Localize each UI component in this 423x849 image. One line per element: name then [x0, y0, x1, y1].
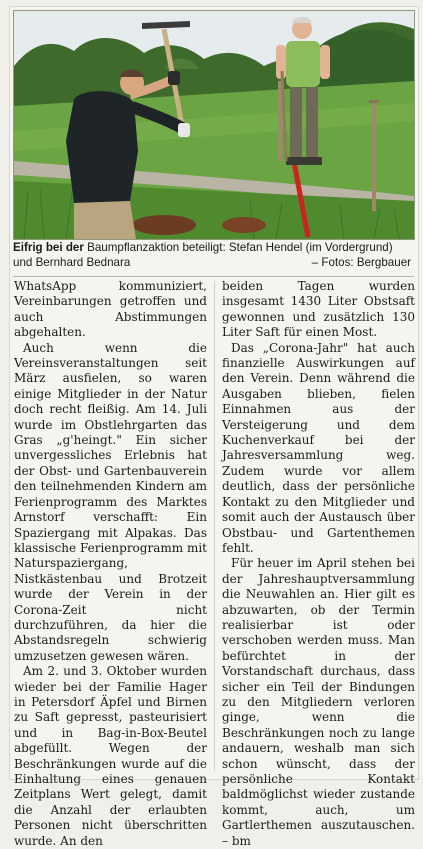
article-paragraph: Am 2. und 3. Oktober wurden wieder bei der Familie Hager in Petersdorf Äpfel und Birnen zu Saft gepresst, pasteurisiert und in Bag-in-Box-Beutel abgefüllt. Wegen der Beschränkungen wurde auf die Einhaltung eines genauen Zeitplans Wert gelegt, damit die Anzahl der erlaubten Personen nicht überschritten wurde. An den	[14, 664, 207, 848]
photo-caption	[13, 241, 411, 271]
article-paragraph: Auch wenn die Vereinsveranstaltungen seit März ausfielen, so waren einige Mitglieder in der Natur doch recht fleißig. Am 14. Juli wurde im Obstlehrgarten das Gras „g'heingt." Ein sicher unvergessliches Erlebnis hat der Obst- und Gartenbauverein den teilnehmenden Kindern am Ferienprogramm des Marktes Arnstorf verschafft: Ein Spaziergang mit Alpakas. Das klassische Ferienprogramm mit Naturspaziergang, Nistkästenbau und Brotzeit wurde der Verein in der Corona-Zeit nicht durchzuführen, da hier die Abstandsregeln schwierig umzusetzen gewesen wären.	[14, 340, 207, 663]
article-paragraph: beiden Tagen wurden insgesamt 1430 Liter Obstsaft gewonnen und zusätzlich 130 Liter Saft für einen Most.	[222, 279, 415, 340]
article-column-left	[14, 279, 207, 849]
column-gutter	[214, 281, 215, 771]
article-paragraph: Das „Corona-Jahr" hat auch finanzielle Auswirkungen auf den Verein. Denn während die Ausgaben blieben, fielen Einnahmen aus der Versteigerung und dem Kuchenverkauf bei der Jahresversammlung weg. Zudem wurde vor allem deutlich, dass der persönliche Kontakt zu den Mitglieder und somit auch der Austausch über Obstbau- und Gartenthemen fehlt.	[222, 340, 415, 555]
caption-divider	[13, 276, 414, 277]
article-paragraph: Für heuer im April stehen bei der Jahreshauptversammlung die Neuwahlen an. Hier gilt es abzuwarten, ob der Termin realisierbar ist oder verschoben werden muss. Man befürchtet in der Vorstandschaft durchaus, dass sicher ein Teil der Bindungen zu den Mitgliedern verloren ginge, wenn die Beschränkungen noch zu lange andauern, weshalb man sich schon wünscht, dass der persönliche Kontakt baldmöglichst wieder zustande kommt, auch, um Gartlerthemen auszutauschen. – bm	[222, 556, 415, 848]
newspaper-clipping	[9, 6, 419, 848]
article-paragraph: WhatsApp kommuniziert, Vereinbarungen getroffen und auch Abstimmungen abgehalten.	[14, 279, 207, 340]
article-photo	[13, 10, 415, 240]
caption-lead: Eifrig bei der	[13, 241, 84, 254]
photo-credit: – Fotos: Bergbauer	[311, 255, 411, 269]
caption-text: Baumpflanzaktion beteiligt: Stefan Hendel (im Vordergrund) und Bernhard Bednara	[13, 241, 393, 269]
photo-illustration	[14, 11, 414, 239]
article-column-right	[222, 279, 415, 849]
